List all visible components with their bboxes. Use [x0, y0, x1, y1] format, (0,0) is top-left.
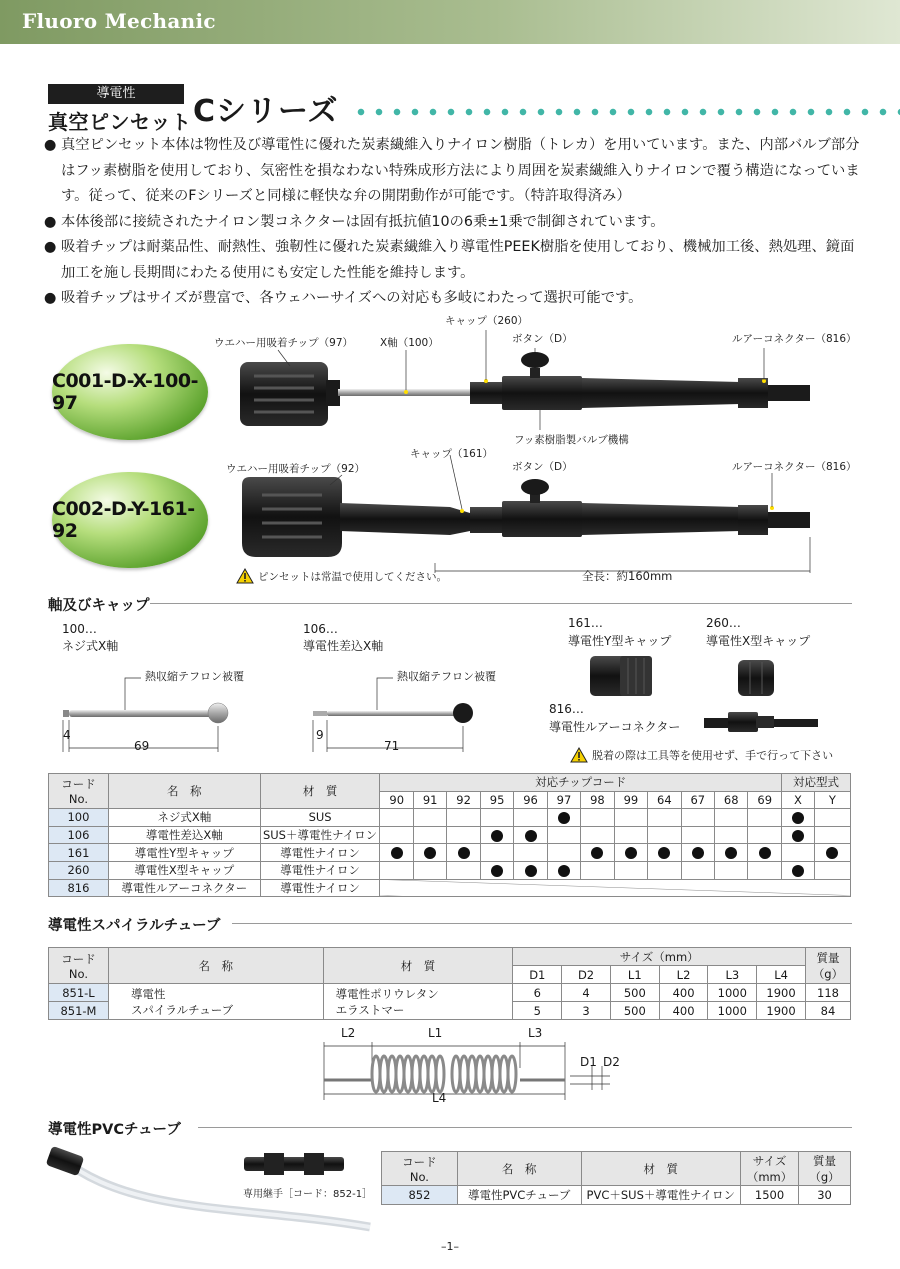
dim-label: L3 — [528, 1026, 543, 1040]
valve-body — [502, 501, 582, 537]
pvc-tube-table — [381, 1151, 851, 1205]
warning-icon — [236, 568, 254, 584]
dim-label: L1 — [428, 1026, 443, 1040]
button-callout: ボタン（D） — [512, 461, 573, 473]
size-col: L1 — [610, 966, 659, 984]
chip-col-header: 92 — [447, 791, 480, 809]
compat-mark — [692, 847, 704, 859]
chip-col-header: 69 — [748, 791, 781, 809]
dim-label: L4 — [432, 1091, 447, 1105]
header-weight: 質量 （g） — [805, 948, 850, 984]
conn816-code: 816… — [549, 702, 584, 716]
button-knob — [521, 479, 549, 495]
section-rule — [198, 1127, 852, 1128]
header-name: 名 称 — [108, 774, 260, 809]
header-size: サイズ（mm） — [513, 948, 806, 966]
header-name: 名 称 — [108, 948, 323, 984]
table-row: 852 導電性PVCチューブ PVC＋SUS＋導電性ナイロン 1500 30 — [382, 1186, 851, 1205]
compat-mark — [792, 812, 804, 824]
intro-bullets — [44, 133, 864, 312]
compat-mark — [558, 812, 570, 824]
compat-mark — [625, 847, 637, 859]
detach-warning: 脱着の際は工具等を使用せず、手で行って下さい — [570, 747, 833, 763]
bullet-mark: ● — [44, 239, 57, 255]
compat-mark — [591, 847, 603, 859]
chip-col-header: 91 — [413, 791, 446, 809]
shaft106-drawing — [305, 672, 505, 762]
dim-label: D2 — [603, 1055, 620, 1069]
brand-title: Fluoro Mechanic — [22, 9, 216, 33]
product-code-badge: C002-D-Y-161-92 — [52, 472, 208, 568]
header-weight: 質量 （g） — [799, 1152, 851, 1186]
shaft106-code: 106… — [303, 622, 338, 636]
header-code: コード No. — [382, 1152, 458, 1186]
chip-col-header: 64 — [648, 791, 681, 809]
dim-label: 9 — [316, 728, 324, 742]
bullet-mark: ● — [44, 213, 57, 230]
size-col: D1 — [513, 966, 562, 984]
title-badge: 導電性 — [48, 84, 184, 104]
chip-col-header: 99 — [614, 791, 647, 809]
compat-mark — [792, 830, 804, 842]
valve-body — [502, 376, 582, 410]
compat-mark — [759, 847, 771, 859]
size-col: D2 — [562, 966, 611, 984]
dim-label: 69 — [134, 739, 150, 753]
chip-col-header: X — [781, 791, 814, 809]
cap260-name: 導電性X型キャップ — [706, 634, 811, 648]
tip-callout: ウエハー用吸着チップ（92） — [226, 463, 366, 475]
header-material: 材 質 — [260, 774, 380, 809]
section-title-pvc: 導電性PVCチューブ — [48, 1122, 181, 1138]
parts-compatibility-table — [48, 773, 851, 897]
compat-mark — [491, 830, 503, 842]
joint-image — [244, 1157, 344, 1171]
compat-mark — [424, 847, 436, 859]
section-rule — [232, 923, 852, 924]
header-types: 対応型式 — [781, 774, 850, 792]
header-band — [0, 0, 900, 44]
cap-callout: キャップ（161） — [410, 448, 494, 460]
bullet-mark: ● — [44, 290, 57, 306]
shaft — [338, 389, 478, 396]
chip-col-header: Y — [814, 791, 850, 809]
page-number: –1– — [441, 1240, 459, 1253]
series-title: Cシリーズ — [193, 94, 339, 129]
spiral-tube-diagram — [320, 1030, 640, 1110]
button-callout: ボタン（D） — [512, 333, 573, 345]
compat-mark — [826, 847, 838, 859]
total-length: 全長：約160mm — [582, 569, 673, 583]
compat-mark — [458, 847, 470, 859]
chip-col-header: 90 — [380, 791, 413, 809]
table-row: 106 導電性差込X軸 SUS＋導電性ナイロン — [49, 826, 851, 844]
decorative-dots — [352, 107, 900, 117]
size-col: L3 — [708, 966, 757, 984]
cap161-name: 導電性Y型キャップ — [568, 634, 672, 648]
header-material: 材 質 — [581, 1152, 741, 1186]
header-chips: 対応チップコード — [380, 774, 781, 792]
chip-col-header: 95 — [480, 791, 513, 809]
header-size: サイズ （mm） — [741, 1152, 799, 1186]
chip-col-header: 97 — [547, 791, 580, 809]
shaft100-code: 100… — [62, 622, 97, 636]
size-col: L2 — [659, 966, 708, 984]
section-title-shaft: 軸及びキャップ — [48, 598, 150, 614]
tip-callout: ウエハー用吸着チップ（97） — [214, 337, 354, 349]
compat-mark — [558, 865, 570, 877]
dim-label: D1 — [580, 1055, 597, 1069]
conn816-image — [704, 718, 730, 728]
suction-tip — [240, 362, 328, 426]
valve-callout: フッ素樹脂製バルブ機構 — [514, 434, 629, 446]
warning-icon — [570, 747, 588, 763]
header-name: 名 称 — [457, 1152, 581, 1186]
temperature-warning: ピンセットは常温で使用してください。 — [236, 568, 447, 584]
dim-label: L2 — [341, 1026, 356, 1040]
cap260-image — [738, 660, 774, 696]
size-col: L4 — [757, 966, 806, 984]
bullet-mark: ● — [44, 137, 57, 153]
dim-label: 71 — [384, 739, 400, 753]
joint-label: 専用継手［コード：852-1］ — [243, 1189, 373, 1200]
header-code: コード No. — [49, 774, 109, 809]
cap161-code: 161… — [568, 616, 603, 630]
table-row: 816 導電性ルアーコネクター 導電性ナイロン — [49, 879, 851, 897]
coating-callout: 熱収縮テフロン被覆 — [145, 670, 244, 683]
section-rule — [150, 603, 852, 604]
shaft100-drawing — [55, 672, 255, 762]
section-title-spiral: 導電性スパイラルチューブ — [48, 918, 221, 934]
compat-mark — [525, 830, 537, 842]
page-title: 真空ピンセット — [48, 110, 192, 134]
compat-mark — [792, 865, 804, 877]
table-row: 100 ネジ式X軸 SUS — [49, 809, 851, 827]
suction-tip — [242, 477, 342, 557]
chip-col-header: 68 — [715, 791, 748, 809]
shaft-callout: X軸（100） — [380, 337, 439, 349]
connector — [738, 505, 768, 535]
intro-bullet: ● 吸着チップは耐薬品性、耐熱性、強靭性に優れた炭素繊維入り導電性PEEK樹脂を使用しており、機械加工後、熱処理、鏡面加工を施し長期間にわたる使用にも安定した性能を維持します。 — [44, 235, 864, 286]
button-knob — [521, 352, 549, 368]
dim-label: 4 — [63, 728, 71, 742]
connector-callout: ルアーコネクター（816） — [732, 461, 857, 473]
compat-mark — [491, 865, 503, 877]
table-row: 851-L 導電性 スパイラルチューブ 導電性ポリウレタン エラストマー 6 4 500 400 1000 1900 118 — [49, 984, 851, 1002]
chip-col-header: 67 — [681, 791, 714, 809]
spiral-tube-table — [48, 947, 851, 1020]
intro-bullet: ● 本体後部に接続されたナイロン製コネクターは固有抵抗値10の6乗±1乗で制御されています。 — [44, 210, 864, 236]
table-row: 260 導電性X型キャップ 導電性ナイロン — [49, 861, 851, 879]
product-code-badge: C001-D-X-100-97 — [52, 344, 208, 440]
coating-callout: 熱収縮テフロン被覆 — [397, 670, 496, 683]
table-row: 161 導電性Y型キャップ 導電性ナイロン — [49, 844, 851, 862]
chip-col-header: 98 — [581, 791, 614, 809]
compat-mark — [725, 847, 737, 859]
table-row: 851-M 5 3 500 400 1000 1900 84 — [49, 1002, 851, 1020]
conn816-name: 導電性ルアーコネクター — [549, 720, 681, 734]
compat-mark — [525, 865, 537, 877]
compat-mark — [391, 847, 403, 859]
header-material: 材 質 — [323, 948, 513, 984]
cap-callout: キャップ（260） — [445, 315, 529, 327]
chip-col-header: 96 — [514, 791, 547, 809]
connector-callout: ルアーコネクター（816） — [732, 333, 857, 345]
compat-mark — [658, 847, 670, 859]
shaft106-name: 導電性差込X軸 — [303, 639, 384, 653]
intro-bullet: ● 真空ピンセット本体は物性及び導電性に優れた炭素繊維入りナイロン樹脂（トレカ）を用いています。また、内部バルブ部分はフッ素樹脂を使用しており、気密性を損なわない特殊成形方法により周囲を炭素繊維入りナイロンで覆う構造になっています。従って、従来のFシリーズと同様に軽快な弁の開閉動作が可能です。（特許取得済み） — [44, 133, 864, 210]
shaft100-name: ネジ式X軸 — [62, 639, 119, 653]
intro-bullet: ● 吸着チップはサイズが豊富で、各ウェハーサイズへの対応も多岐にわたって選択可能です。 — [44, 286, 864, 312]
cap260-code: 260… — [706, 616, 741, 630]
header-code: コード No. — [49, 948, 109, 984]
